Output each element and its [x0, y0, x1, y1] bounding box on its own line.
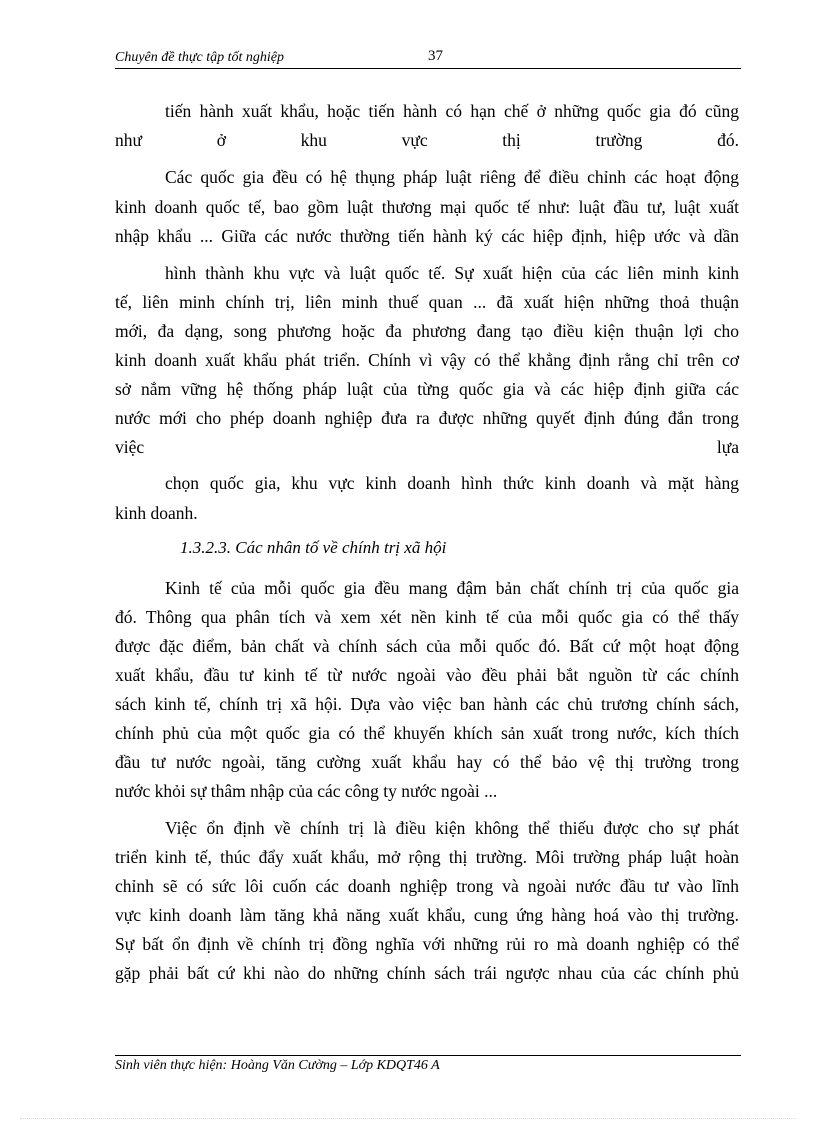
- body-line: mới, đa dạng, song phương hoặc đa phương đang tạo điều kiện thuận lợi cho: [115, 321, 739, 341]
- header-title: Chuyên đề thực tập tốt nghiệp: [115, 50, 284, 65]
- body-line: Việc ổn định về chính trị là điều kiện không thể thiếu được cho sự phát: [165, 818, 739, 838]
- body-line: nước khỏi sự thâm nhập của các công ty nước ngoài ...: [115, 781, 498, 801]
- body-line: chính phủ của một quốc gia có thể khuyến khích sản xuất trong nước, kích thích: [115, 723, 739, 743]
- body-line: chỉnh sẽ có sức lôi cuốn các doanh nghiệp trong và ngoài nước đầu tư vào lĩnh: [115, 876, 739, 896]
- body-line: vực kinh doanh làm tăng khả năng xuất khẩu, cung ứng hàng hoá vào thị trường.: [115, 905, 739, 925]
- body-line: đó. Thông qua phân tích và xem xét nền kinh tế của mỗi quốc gia có thể thấy: [115, 607, 739, 627]
- body-line: triển kinh tế, thúc đẩy xuất khẩu, mở rộng thị trường. Môi trường pháp luật hoàn: [115, 847, 739, 867]
- page-header: [115, 48, 741, 68]
- body-line: được đặc điểm, bản chất và chính sách của mỗi quốc đó. Bất cứ một hoạt động: [115, 636, 739, 656]
- body-line: sách kinh tế, chính trị xã hội. Dựa vào việc ban hành các chủ trương chính sách,: [115, 694, 739, 714]
- body-line: Kinh tế của mỗi quốc gia đều mang đậm bản chất chính trị của quốc gia: [165, 578, 739, 598]
- body-line: sở nắm vững hệ thống pháp luật của từng quốc gia và các hiệp định giữa các: [115, 379, 739, 399]
- page-number: 37: [428, 48, 443, 64]
- section-heading: 1.3.2.3. Các nhân tố về chính trị xã hội: [180, 538, 447, 557]
- body-line: Các quốc gia đều có hệ thụng pháp luật riêng để điều chỉnh các hoạt động: [165, 167, 739, 187]
- body-line: việc lựa: [115, 437, 739, 457]
- body-line: chọn quốc gia, khu vực kinh doanh hình thức kinh doanh và mặt hàng: [165, 473, 739, 493]
- body-line: đầu tư nước ngoài, tăng cường xuất khẩu hay có thể bảo vệ thị trường trong: [115, 752, 739, 772]
- body-line: Sự bất ổn định về chính trị đồng nghĩa với những rủi ro mà doanh nghiệp có thể: [115, 934, 739, 954]
- page-edge-dotted-line: [20, 1118, 796, 1119]
- body-line: như ở khu vực thị trường đó.: [115, 130, 739, 150]
- body-line: tiến hành xuất khẩu, hoặc tiến hành có hạn chế ở những quốc gia đó cũng: [165, 101, 739, 121]
- body-line: nhập khẩu ... Giữa các nước thường tiến hành ký các hiệp định, hiệp ước và dần: [115, 226, 739, 246]
- body-line: kinh doanh.: [115, 503, 198, 523]
- body-line: hình thành khu vực và luật quốc tế. Sự xuất hiện của các liên minh kinh: [165, 263, 739, 283]
- page-footer: Sinh viên thực hiện: Hoàng Văn Cường – Lớp KDQT46 A: [115, 1058, 440, 1073]
- header-rule: [115, 68, 741, 69]
- body-line: kinh doanh quốc tế, bao gồm luật thương mại quốc tế như: luật đầu tư, luật xuất: [115, 197, 739, 217]
- body-line: kinh doanh xuất khẩu phát triển. Chính vì vậy có thể khẳng định rằng chỉ trên cơ: [115, 350, 739, 370]
- body-line: nước mới cho phép doanh nghiệp đưa ra được những quyết định đúng đắn trong: [115, 408, 739, 428]
- body-line: gặp phải bất cứ khi nào do những chính sách trái ngược nhau của các chính phủ: [115, 963, 739, 983]
- body-line: tế, liên minh chính trị, liên minh thuế quan ... đã xuất hiện những thoả thuận: [115, 292, 739, 312]
- footer-rule: [115, 1055, 741, 1056]
- body-line: xuất khẩu, đầu tư kinh tế từ nước ngoài vào đều phải bắt nguồn từ các chính: [115, 665, 739, 685]
